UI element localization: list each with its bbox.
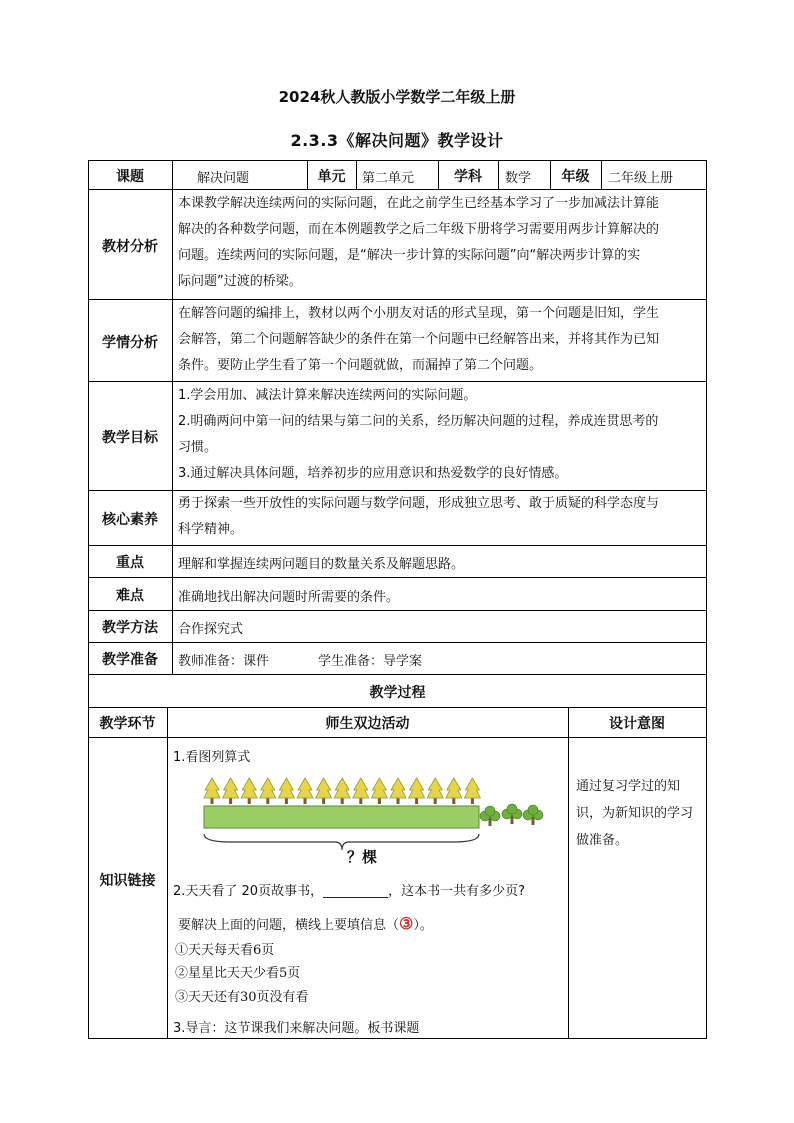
green-tree-icon: [480, 806, 500, 826]
prep-teacher: 教师准备：课件: [178, 654, 270, 669]
grade-value: 二年级上册: [608, 171, 674, 186]
grade-label: 年级: [561, 169, 590, 185]
unit-label: 单元: [317, 169, 346, 185]
process-col-stage: 教学环节: [99, 716, 156, 732]
green-tree-icon: [523, 805, 543, 825]
item1-text: 1.看图列算式: [173, 750, 251, 765]
key-label: 重点: [116, 555, 144, 571]
yellow-tree-icon: [446, 778, 462, 804]
students-label: 学情分析: [102, 335, 158, 351]
brace: [204, 834, 479, 850]
method-label: 教学方法: [102, 620, 158, 636]
analysis-label: 教材分析: [102, 239, 158, 255]
yellow-tree-icon: [390, 778, 406, 804]
yellow-tree-icon: [316, 778, 332, 804]
yellow-tree-icon: [371, 778, 387, 804]
subject-value: 数学: [505, 171, 532, 186]
yellow-trees: [204, 778, 480, 804]
document-subtitle: 2.3.3《解决问题》教学设计: [290, 131, 504, 150]
yellow-tree-icon: [278, 778, 294, 804]
green-tree-icon: [502, 804, 522, 824]
document-title: 2024秋人教版小学数学二年级上册: [278, 88, 516, 106]
yellow-tree-icon: [334, 778, 350, 804]
goals-label: 教学目标: [102, 430, 158, 446]
difficulty-text: 准确地找出解决问题时所需要的条件。: [178, 590, 400, 605]
question-mark-label: ？棵: [347, 848, 378, 866]
prep-student: 学生准备：导学案: [318, 654, 423, 669]
yellow-tree-icon: [427, 778, 443, 804]
item3-text: 3.导言：这节课我们来解决问题。板书课题: [173, 1021, 420, 1036]
yellow-tree-icon: [260, 778, 276, 804]
yellow-tree-icon: [409, 778, 425, 804]
literacy-text: 勇于探索一些开放性的实际问题与数学问题，形成独立思考、敢于质疑的科学态度与 科学精神。: [178, 496, 660, 537]
answer-circle: ③: [399, 914, 414, 933]
stage-label: 知识链接: [99, 873, 156, 889]
topic-value: 解决问题: [197, 171, 250, 186]
option-2: ②星星比天天少看5页: [175, 966, 301, 981]
goals-text: 1.学会用加、减法计算来解决连续两问的实际问题。 2.明确两问中第一问的结果与第二问的关系，经历解决问题的过程，养成连贯思考的 习惯。 3.通过解决具体问题，培养初步的应用意识和热爱数学的良好情感。: [178, 388, 659, 481]
unit-value: 第二单元: [362, 171, 415, 186]
students-text: 在解答问题的编排上，教材以两个小朋友对话的形式呈现，第一个问题是旧知，学生 会解答，第二个问题解答缺少的条件在第一个问题中已经解答出来，并将其作为已知 条件。要防止学生看了第一个问题就做，而漏掉了第二个问题。: [178, 306, 660, 373]
process-col-activity: 师生双边活动: [325, 716, 410, 732]
key-text: 理解和掌握连续两问题目的数量关系及解题思路。: [178, 557, 465, 572]
option-3: ③天天还有30页没有看: [175, 990, 309, 1005]
yellow-tree-icon: [241, 778, 257, 804]
intent-text: 通过复习学过的知 识，为新知识的学习 做准备。: [576, 779, 694, 848]
yellow-tree-icon: [297, 778, 313, 804]
analysis-text: 本课教学解决连续两问的实际问题，在此之前学生已经基本学习了一步加减法计算能 解决的各种数学问题，而在本例题教学之后二年级下册将学习需要用两步计算解决的 问题。连续两问的实际问题，是“解决一步计算的实际问题”向“解决两步计算的实 际问题”过渡的桥梁。: [178, 196, 660, 289]
process-title: 教学过程: [369, 685, 426, 701]
total-bar: [204, 806, 479, 828]
topic-label: 课题: [116, 169, 144, 185]
difficulty-label: 难点: [116, 588, 144, 604]
item2-text: 2.天天看了 20页故事书，__________，这本书一共有多少页?: [173, 884, 525, 899]
literacy-label: 核心素养: [102, 512, 158, 528]
yellow-tree-icon: [464, 778, 480, 804]
green-trees: [480, 804, 543, 826]
yellow-tree-icon: [353, 778, 369, 804]
choose-line: 要解决上面的问题，横线上要填信息（③）。: [178, 914, 433, 933]
yellow-tree-icon: [223, 778, 239, 804]
method-text: 合作探究式: [178, 622, 244, 637]
process-col-intent: 设计意图: [609, 716, 665, 732]
prep-label: 教学准备: [102, 652, 158, 668]
yellow-tree-icon: [204, 778, 220, 804]
subject-label: 学科: [454, 169, 482, 185]
option-1: ①天天每天看6页: [175, 943, 275, 958]
